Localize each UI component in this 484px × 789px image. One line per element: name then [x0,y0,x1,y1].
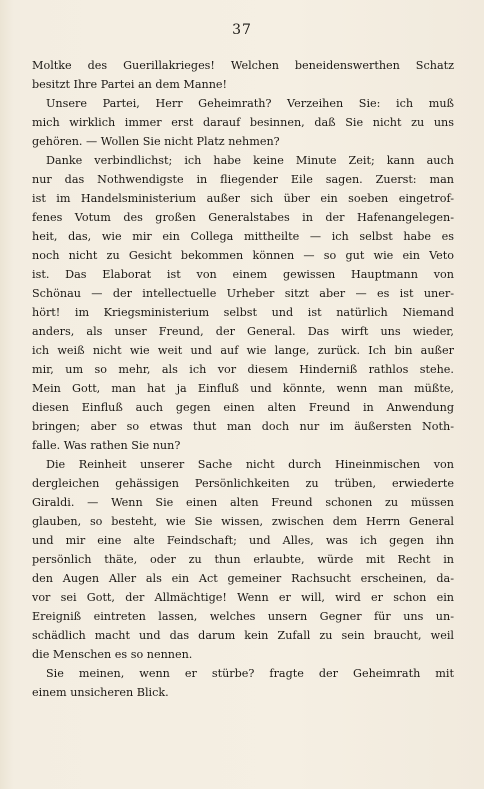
text-line: persönlich thäte, oder zu thun erlaubte, würde mit Recht in [32,553,454,566]
text-line: besitzt Ihre Partei an dem Manne! [32,78,228,91]
text-line: Sie meinen, wenn er stürbe? fragte der Geheimrath mit [46,667,454,680]
text-line: ist. Das Elaborat ist von einem gewissen Hauptmann von [32,268,454,281]
text-line: diesen Einfluß auch gegen einen alten Freund in Anwendung [32,401,454,414]
text-line: nur das Nothwendigste in fliegender Eile sagen. Zuerst: man [32,173,454,186]
text-line: noch nicht zu Gesicht bekommen können — so gut wie ein Veto [32,249,454,262]
text-line: Unsere Partei, Herr Geheimrath? Verzeihen Sie: ich muß [46,97,454,110]
text-line: ist im Handelsministerium außer sich über ein soeben eingetrof- [32,192,454,205]
text-line: gehören. — Wollen Sie nicht Platz nehmen? [32,135,280,148]
text-line: hört! im Kriegsministerium selbst und ist natürlich Niemand [32,306,454,319]
page-number: 37 [232,22,252,38]
body-text [32,56,454,702]
text-line: falle. Was rathen Sie nun? [32,439,181,452]
text-line: dergleichen gehässigen Persönlichkeiten zu trüben, erwiederte [32,477,454,490]
text-line: bringen; aber so etwas thut man doch nur im äußersten Noth- [32,420,454,433]
text-line: Moltke des Guerillakrieges! Welchen beneidenswerthen Schatz [32,59,454,72]
text-line: Danke verbindlichst; ich habe keine Minute Zeit; kann auch [46,154,454,167]
text-line: glauben, so besteht, wie Sie wissen, zwischen dem Herrn General [32,515,454,528]
text-line: die Menschen es so nennen. [32,648,193,661]
text-line: Schönau — der intellectuelle Urheber sitzt aber — es ist uner- [32,287,454,300]
text-line: Die Reinheit unserer Sache nicht durch Hineinmischen von [46,458,454,471]
text-line: vor sei Gott, der Allmächtige! Wenn er will, wird er schon ein [32,591,454,604]
text-line: mir, um so mehr, als ich vor diesem Hinderniß rathlos stehe. [32,363,454,376]
text-line: Mein Gott, man hat ja Einfluß und könnte, wenn man müßte, [32,382,454,395]
text-line: ich weiß nicht wie weit und auf wie lange, zurück. Ich bin außer [32,344,454,357]
text-line: schädlich macht und das darum kein Zufall zu sein braucht, weil [32,629,454,642]
text-line: fenes Votum des großen Generalstabes in der Hafenangelegen- [32,211,454,224]
text-line: den Augen Aller als ein Act gemeiner Rachsucht erscheinen, da- [32,572,454,585]
text-line: einem unsicheren Blick. [32,686,169,699]
text-line: anders, als unser Freund, der General. Das wirft uns wieder, [32,325,454,338]
text-line: mich wirklich immer erst darauf besinnen, daß Sie nicht zu uns [32,116,454,129]
text-line: heit, das, wie mir ein Collega mittheilte — ich selbst habe es [32,230,454,243]
text-line: Ereigniß eintreten lassen, welches unsern Gegner für uns un- [32,610,454,623]
text-line: Giraldi. — Wenn Sie einen alten Freund schonen zu müssen [32,496,454,509]
text-line: und mir eine alte Feindschaft; und Alles, was ich gegen ihn [32,534,454,547]
